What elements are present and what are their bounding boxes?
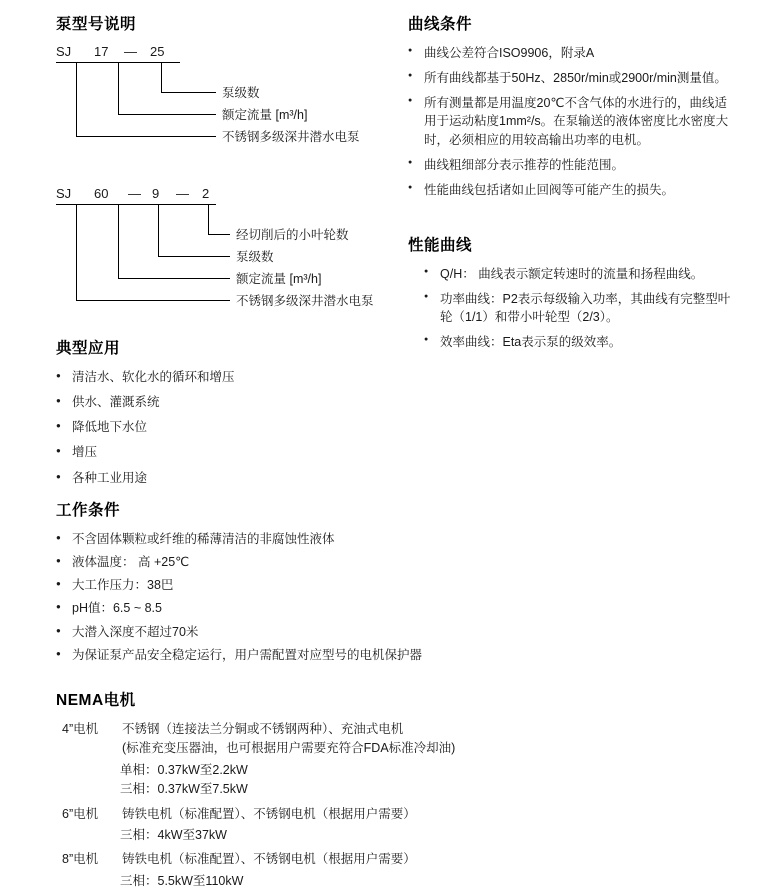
list-item: ● 为保证泵产品安全稳定运行，用户需配置对应型号的电机保护器 [56, 646, 746, 664]
nema-sub-line: 三相：5.5kW至110kW [120, 873, 244, 888]
nema-motor-size: 6”电机 [62, 806, 99, 821]
list-item: ● 性能曲线包括诸如止回阀等可能产生的损失。 [408, 181, 738, 199]
nema-sub-line: 单相：0.37kW至2.2kW [120, 762, 248, 777]
list-item: ● pH值：6.5 ~ 8.5 [56, 599, 746, 617]
nema-table [56, 720, 746, 891]
list-item: ● 不含固体颗粒或纤维的稀薄清洁的非腐蚀性液体 [56, 530, 746, 548]
typical-applications-section [56, 336, 396, 487]
model1-token-prefix: SJ [56, 44, 72, 59]
model2-baseline [56, 204, 216, 205]
model2-drop-pump [76, 204, 77, 300]
section-title-typical-applications: 典型应用 [56, 340, 121, 357]
model1-drop-flow [118, 62, 119, 114]
section-title-performance-curves: 性能曲线 [408, 236, 473, 254]
model1-drop-pump [76, 62, 77, 136]
list-item: ● 所有测量都是用温度20℃不含气体的水进行的，曲线适用于运动粘度1mm²/s。在泵输送的液体密度比水密度大时，必须相应的用较高输出功率的电机。 [408, 94, 738, 148]
nema-desc-line: 铸铁电机（标准配置）、不锈钢电机（根据用户需要） [122, 806, 416, 821]
curve-conditions-list [408, 44, 738, 199]
section-title-working-conditions: 工作条件 [56, 502, 121, 519]
model2-leader-flow [118, 278, 230, 279]
model2-drop-flow [118, 204, 119, 278]
table-row [56, 720, 746, 759]
model2-leaf-stages: 泵级数 [236, 250, 274, 264]
list-item: ● 液体温度： 高 +25℃ [56, 553, 746, 571]
model2-leader-stages [158, 256, 230, 257]
model1-leaf-pump: 不锈钢多级深井潜水电泵 [222, 130, 360, 144]
list-item: ● 降低地下水位 [56, 418, 396, 436]
list-item: ● 曲线粗细部分表示推荐的性能范围。 [408, 156, 738, 174]
right-column [408, 12, 738, 369]
nema-motor-size: 4”电机 [62, 722, 99, 736]
model1-drop-stages [161, 62, 162, 92]
working-conditions-list [56, 530, 746, 664]
typical-applications-list [56, 368, 396, 487]
nema-motor-size: 8”电机 [62, 852, 99, 867]
left-column [56, 12, 396, 505]
list-item: ● 大工作压力：38巴 [56, 576, 746, 594]
list-item: ● 曲线公差符合ISO9906，附录A [408, 44, 738, 62]
model2-token-trimmed: 2 [202, 186, 210, 201]
model1-leaf-flow: 额定流量 [m³/h] [222, 108, 308, 122]
list-item: ● 各种工业用途 [56, 469, 396, 487]
model2-token-dash1: — [128, 186, 141, 201]
model2-leaf-trimmed: 经切削后的小叶轮数 [236, 228, 349, 242]
model2-token-stages: 9 [152, 186, 160, 201]
nema-sub-line: 三相：0.37kW至7.5kW [120, 782, 248, 797]
list-item: ● 所有曲线都基于50Hz、2850r/min或2900r/min测量值。 [408, 69, 738, 87]
nema-desc-line: 铸铁电机（标准配置）、不锈钢电机（根据用户需要） [122, 852, 416, 867]
model2-leader-pump [76, 300, 230, 301]
section-title-curve-conditions: 曲线条件 [408, 16, 473, 33]
model1-token-flow: 17 [94, 44, 109, 59]
model2-token-flow: 60 [94, 186, 109, 201]
model2-token-dash2: — [176, 186, 189, 201]
model1-leaf-stages: 泵级数 [222, 86, 260, 100]
list-item: ● 清洁水、软化水的循环和增压 [56, 368, 396, 386]
section-title-model-code: 泵型号说明 [56, 16, 137, 33]
model2-drop-stages [158, 204, 159, 256]
model2-leaf-flow: 额定流量 [m³/h] [236, 272, 322, 286]
performance-curves-section [408, 233, 738, 352]
model2-drop-trimmed [208, 204, 209, 234]
model1-token-dash: — [124, 44, 137, 59]
table-row [56, 805, 746, 824]
list-item: ● 增压 [56, 443, 396, 461]
list-item: ● Q/H： 曲线表示额定转速时的流量和扬程曲线。 [424, 265, 738, 283]
working-conditions-section [56, 498, 746, 669]
model1-leader-stages [161, 92, 216, 93]
list-item: ● 效率曲线：Eta表示泵的级效率。 [424, 333, 738, 351]
model-code-diagram-2 [56, 186, 396, 318]
curve-conditions-section [408, 12, 738, 199]
model-code-diagram-1 [56, 44, 396, 164]
table-row [56, 850, 746, 869]
list-item: ● 功率曲线：P2表示每级输入功率，其曲线有完整型叶轮（1/1）和带小叶轮型（2/3）。 [424, 290, 738, 326]
model1-leader-pump [76, 136, 216, 137]
model2-leader-trimmed [208, 234, 230, 235]
nema-desc-line: 不锈钢（连接法兰分铜或不锈钢两种）、充油式电机 [122, 722, 404, 736]
model2-leaf-pump: 不锈钢多级深井潜水电泵 [236, 294, 374, 308]
model1-token-stages: 25 [150, 44, 165, 59]
pump-model-code-section [56, 12, 396, 318]
model1-leader-flow [118, 114, 216, 115]
model2-token-prefix: SJ [56, 186, 72, 201]
nema-desc-line: (标准充变压器油，也可根据用户需要充符合FDA标准冷却油) [122, 741, 456, 756]
section-title-nema: NEMA电机 [56, 692, 136, 709]
nema-sub-line: 三相：4kW至37kW [120, 827, 227, 842]
list-item: ● 供水、灌溉系统 [56, 393, 396, 411]
list-item: ● 大潜入深度不超过70米 [56, 623, 746, 641]
performance-curves-list [408, 265, 738, 352]
nema-motor-section [56, 688, 746, 891]
